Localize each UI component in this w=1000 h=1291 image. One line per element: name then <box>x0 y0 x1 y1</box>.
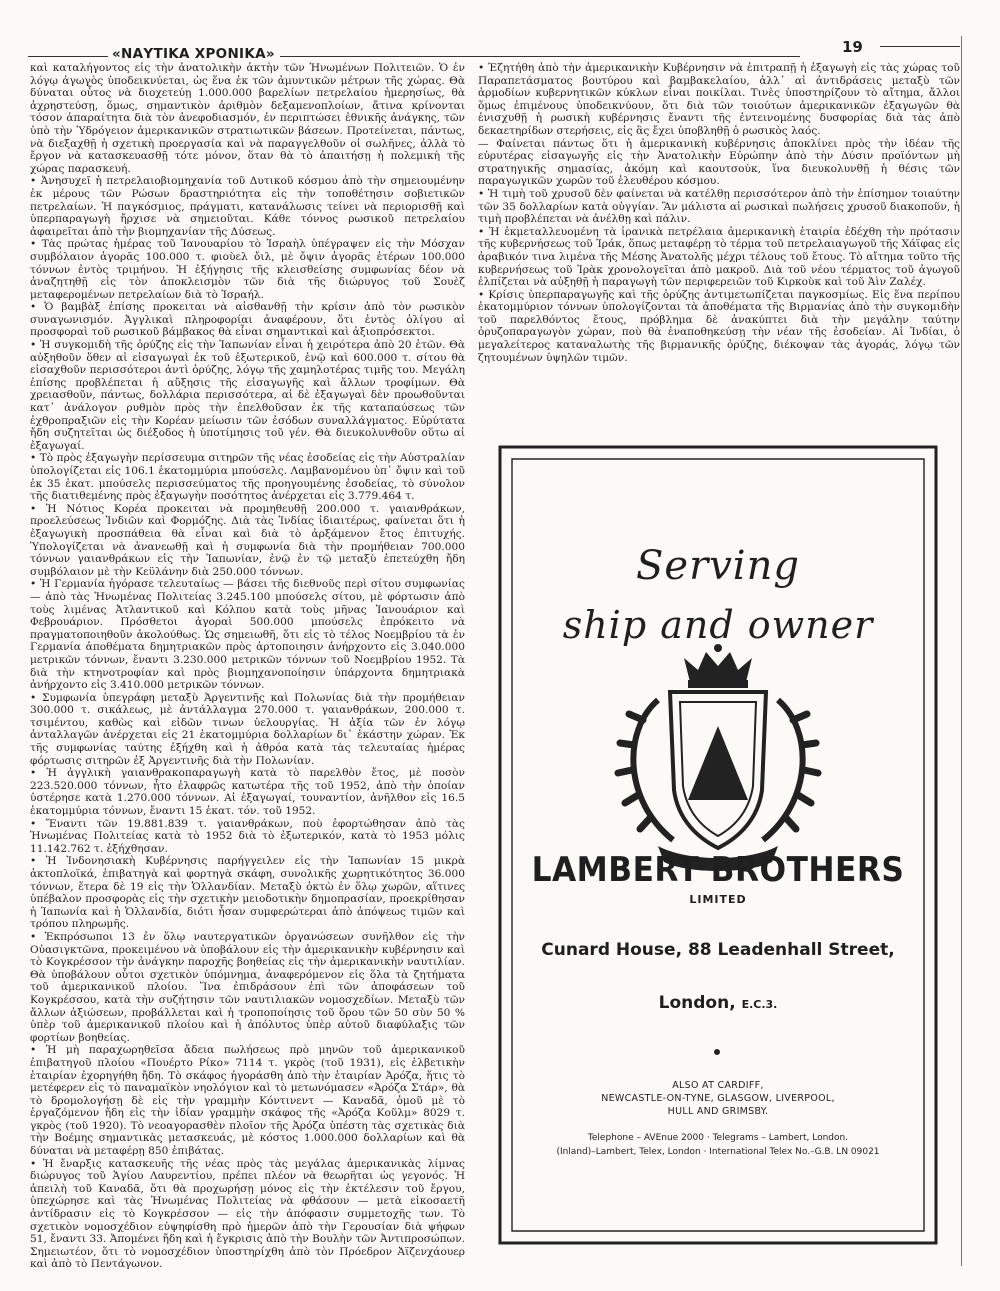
news-paragraph: • Ἡ ἔναρξις κατασκευῆς τῆς νέας πρὸς τὰς μεγάλας ἀμερικανικὰς λίμνας διώρυγος τοῦ Ἁγίου Λαυρεντίου, πρέπει πλέον νὰ θεωρῆται ὡς γεγονός. Ἡ ἀπειλὴ τοῦ Καναδᾶ, ὅτι θὰ προχωρήσῃ μόνος εἰς τὴν ἐκτέλεσιν τοῦ ἔργου, ὑπεχώρησε καὶ τὰς Ἡνωμένας Πολιτείας νὰ φθάσουν — μετὰ εἰκοσαετῆ ἀντίδρασιν εἰς τὸ Κογκρέσσον — εἰς τὴν ἀπόφασιν συμμετοχῆς των. Τὸ σχετικὸν νομοσχέδιον εὐψηφίσθη πρὸ ἡμερῶν ἀπὸ τὴν Γερουσίαν διὰ ψήφων 51, ἔναντι 33. Ἀπομένει ἤδη καὶ ἡ ἔγκρισις ἀπὸ τὴν Βουλὴν τῶν Ἀντιπροσώπων. Σημειωτέον, ὅτι τὸ νομοσχέδιον ὑποστηρίχθη ἀπὸ τὸν Πρόεδρον Ἀϊζενχάουερ καὶ ἀπὸ τὸ Πεντάγωνον. <box>30 1157 465 1271</box>
news-paragraph: • Συμφωνία ὑπεγράφη μεταξὺ Ἀργεντινῆς καὶ Πολωνίας διὰ τὴν προμήθειαν 300.000 τ. σικάλεως, μὲ ἀντάλλαγμα 270.000 τ. γαιανθράκων, 200.000 τ. τσιμέντου, καθὼς καὶ εἰδῶν τινων ὑελουργίας. Ἡ ἀξία τῶν ἐν λόγῳ ἀνταλλαγῶν ἀνέρχεται εἰς 21 ἑκατομμύρια δολλαρίων δι᾽ ἑκάστην χώραν. Ἐκ τῆς συμφωνίας ταύτης ἐξήχθη καὶ ἡ ἀθρόα κατὰ τὰς τελευταίας ἡμέρας φόρτωσις σιτηρῶν ἐξ Ἀργεντινῆς διὰ τὴν Πολωνίαν. <box>30 691 465 767</box>
news-paragraph: • Κρίσις ὑπερπαραγωγῆς καὶ τῆς ὀρύζης ἀντιμετωπίζεται παγκοσμίως. Εἰς ἕνα περίπου ἑκατομμύριον τόννων ὑπολογίζονται τὰ ἀποθέματα τῆς Βιρμανίας ἀπὸ τὴν συγκομιδὴν τοῦ παρελθόντος ἔτους, πρόβλημα δὲ ἀνακύπτει διὰ τὴν μεγάλην ταύτην ὀρυζοπαραγωγὸν χώραν, ποὺ θὰ ἐναποθηκεύσῃ τὴν νέαν τῆς ἐσοδείαν. Αἱ Ἰνδίαι, ὁ μεγαλείτερος καταναλωτὴς τῆς βιρμανικῆς ὀρύζης, διέκοψαν τὰς ἀγοράς, λόγῳ τῶν ζητουμένων ὑψηλῶν τιμῶν. <box>478 288 960 364</box>
news-paragraph: καὶ καταλήγοντος εἰς τὴν ἀνατολικὴν ἀκτὴν τῶν Ἡνωμένων Πολιτειῶν. Ὁ ἐν λόγῳ ἀγωγὸς ὑποδεικνύεται, ὡς ἕνα ἐκ τῶν ἀμυντικῶν μέτρων τῆς χώρας. Θὰ δύναται οὗτος νὰ διοχετεύῃ 1.000.000 βαρελίων πετρελαίου ἡμερησίως, θὰ ἀχρηστεύσῃ, ὅμως, σημαντικὸν ἀριθμὸν δεξαμενοπλοίων, ἄτινα κρίνονται τόσον ἀπαραίτητα διὰ τὸν ἀνεφοδιασμόν, ἐν περιπτώσει ἐθνικῆς ἀνάγκης, τῶν ὑπὸ τὴν Ὑδρόγειον ἀμερικανικῶν στρατιωτικῶν βάσεων. Προτείνεται, πάντως, νὰ διεξαχθῇ ἡ σχετικὴ προεργασία καὶ νὰ παραγγελθοῦν οἱ σωλῆνες, ἀλλὰ τὸ ἔργον νὰ κατασκευασθῇ τότε μόνον, ὅταν θὰ τὸ ἀπαιτήσῃ ἡ πολεμικὴ τῆς χώρας παρασκευή. <box>30 62 465 175</box>
bullet-dot <box>714 1049 720 1055</box>
news-paragraph: • Ἡ τιμὴ τοῦ χρυσοῦ δὲν φαίνεται νὰ κατέλθῃ περισσότερον ἀπὸ τὴν ἐπίσημον τοιαύτην τῶν 35 δολλαρίων κατὰ οὐγγίαν. Ἂν μάλιστα αἱ ρωσικαὶ πωλήσεις χρυσοῦ διακοποῦν, ἡ τιμὴ προβλέπεται νὰ ἀνέλθῃ καὶ πάλιν. <box>478 187 960 226</box>
publication-title: «ΝΑΥΤΙΚΑ ΧΡΟΝΙΚΑ» <box>112 46 275 62</box>
header-rule-far-right <box>880 46 960 47</box>
news-paragraph: • Ἔναντι τῶν 19.881.839 τ. γαιανθράκων, ποὺ ἐφορτώθησαν ἀπὸ τὰς Ἡνωμένας Πολιτείας κατὰ τὸ 1952 διὰ τὸ ἐξωτερικόν, κατὰ τὸ 1953 μόλις 11.142.762 τ. ἐξήχθησαν. <box>30 817 465 855</box>
news-paragraph: • Ὁ βαμβὰξ ἐπίσης προκειται νὰ αἰσθανθῇ τὴν κρίσιν ἀπὸ τὸν ρωσικὸν συναγωνισμόν. Ἀγγλικαὶ πληροφορίαι ἀναφέρουν, ὅτι ἐντὸς ὀλίγου αἱ προσφοραὶ τοῦ ρωσικοῦ βάμβακος θὰ εἶναι σημαντικαὶ καὶ ἀξιοπρόσεκτοι. <box>30 301 465 339</box>
news-paragraph: • Ἐζητήθη ἀπὸ τὴν ἀμερικανικὴν Κυβέρνησιν νὰ ἐπιτραπῇ ἡ ἐξαγωγὴ εἰς τὰς χώρας τοῦ Παραπετάσματος βουτύρου καὶ βαμβακελαίου, ἀλλ᾽ αἱ ἀντιδράσεις μεταξὺ τῶν ἁρμοδίων κυβερνητικῶν κύκλων εἶναι ποικίλαι. Τινὲς ὑποστηρίζουν τὸ αἴτημα, ἄλλοι ὅμως ἐπιμένους ὑποδεικνύουν, ὅτι διὰ τῶν τοιούτων ἀμερικανικῶν ἐξαγωγῶν θὰ ἐνισχυθῇ ἡ ρωσικὴ κυβέρνησις ἔναντι τῆς ἐντεινομένης δυσφορίας διὰ τὰς ἀπὸ δεκαετηρίδων στερήσεις, εἰς ἃς ἔχει ὑποβληθῇ ὁ ρωσικὸς λαός. <box>478 62 960 137</box>
page-number: 19 <box>842 38 863 56</box>
news-paragraph: • Ἐκπρόσωποι 13 ἐν ὅλῳ ναυτεργατικῶν ὀργανώσεων συνῆλθον εἰς τὴν Οὐασιγκτῶνα, προκειμένου νὰ ὑποβάλουν εἰς τὴν ἀμερικανικὴν κυβέρνησιν καὶ τὸ Κογκρέσσον τὴν ἀνάγκην παροχῆς βοηθείας εἰς τὴν ἀμερικανικὴν ναυτιλίαν. Θὰ ὑποβάλουν οὗτοι σχετικὸν ὑπόμνημα, ἀναφερόμενον εἰς ὅλα τὰ ζητήματα τοῦ ἀμερικανικοῦ πλοίου. Ἵνα ἐπιδράσουν ἐπὶ τῶν ἀποφάσεων τοῦ Κογκρέσσου, κατὰ τὴν συζήτησιν τῶν ναυτιλιακῶν νομοσχεδίων. Μεταξὺ τῶν ἄλλων ἀξιώσεων, προβάλλεται καὶ ἡ τροποποίησις τοῦ ὅρου τῶν 50 σὺν 50 % ὑπὲρ τοῦ ἀμερικανικοῦ πλοίου καὶ ἡ ἀπόλυτος ὑπὲρ αὐτοῦ διαφύλαξις τῶν φορτίων βοηθείας. <box>30 930 465 1044</box>
news-paragraph: • Ἡ Νότιος Κορέα προκειται νὰ προμηθευθῇ 200.000 τ. γαιανθράκων, προελεύσεως Ἰνδιῶν καὶ Φορμόζης. Διὰ τὰς Ἰνδίας ἰδιαιτέρως, φαίνεται ὅτι ἡ ἐξαγωγικὴ προσπάθεια θὰ εἶναι καὶ διὰ τὸ ἀρξάμενον ἔτος ἐπιτυχής. Ὑπολογίζεται νὰ ἀνανεωθῇ καὶ ἡ συμφωνία διὰ τὴν προμήθειαν 700.000 τόννων γαιανθράκων εἰς τὴν Ἰαπωνίαν, ἐνῷ ἐν τῷ μεταξὺ ἐπετεύχθη ἤδη συμβόλαιον μὲ τὴν Κεϋλάνην διὰ 250.000 τόννων. <box>30 502 465 578</box>
news-paragraph: • Ἡ Γερμανία ἠγόρασε τελευταίως — βάσει τῆς διεθνοῦς περὶ σίτου συμφωνίας — ἀπὸ τὰς Ἡνωμένας Πολιτείας 3.245.100 μπούσελς σίτου, μὲ φόρτωσιν ἀπὸ τοὺς λιμένας Ἀτλαντικοῦ καὶ Κόλπου κατὰ τοὺς μῆνας Ἰανουάριον καὶ Φεβρουάριον. Πρόσθετοι ἀγοραὶ 500.000 μπούσελς ἐπρόκειτο νὰ πραγματοποιηθοῦν ἀκολούθως. Ὡς σημειωθῆ, ὅτι εἰς τὸ τέλος Νοεμβρίου τὰ ἐν Γερμανία ἀποθέματα δημητριακῶν πρὸς ἀρτοποιησιν ἀνήρχοντο εἰς 3.040.000 μετρικῶν τόννων, ἔναντι 3.230.000 μετρικῶν τόννων τοῦ Νοεμβρίου 1952. Τὰ διὰ τὴν κτηνοτροφίαν καὶ πρὸς βιομηχανοποίησιν ὑπάρχοντα δημητριακὰ ἀνήρχοντο εἰς 3.410.000 μετρικῶν τόννων. <box>30 578 465 692</box>
company-address: Cunard House, 88 Leadenhall Street, <box>541 940 895 960</box>
news-paragraph: • Ἡ ἀγγλικὴ γαιανθρακοπαραγωγὴ κατὰ τὸ παρελθὸν ἔτος, μὲ ποσὸν 223.520.000 τόννων, ἦτο ἐλαφρῶς κατωτέρα τῆς τοῦ 1952, ἀπὸ τὴν ὁποίαν ὑστέρησε κατὰ 1.270.000 τόννων. Αἱ ἐξαγωγαί, τουναντίον, ἀνῆλθον εἰς 16.5 ἑκατομμύρια τόννων, ἔναντι 15 ἑκατ. τόν. τοῦ 1952. <box>30 767 465 818</box>
news-paragraph: • Ἡ συγκομιδὴ τῆς ὀρύζης εἰς τὴν Ἰαπωνίαν εἶναι ἡ χειρότερα ἀπὸ 20 ἐτῶν. Θὰ αὐξηθοῦν ὅθεν αἱ εἰσαγωγαὶ ἐκ τοῦ ἐξωτερικοῦ, ἐνῷ καὶ 600.000 τ. σίτου θὰ εἰσαχθοῦν περισσότεροι ἀντὶ ὀρύζης, λόγῳ τῆς χαμηλοτέρας τιμῆς του. Μεγάλη ἐπίσης προβλέπεται ἡ αὔξησις τῆς εἰσαγωγῆς καὶ ἄλλων τροφίμων. Θὰ χρειασθοῦν, πάντως, δολλάρια περισσότερα, αἱ δὲ ἐξαγωγαὶ δὲν προωθοῦνται κατ᾽ ἀνάλογον ρυθμὸν πρὸς τὴν ἐπελθοῦσαν ἐκ τῆς καταπαύσεως τῶν ἐχθροπραξιῶν εἰς τὴν Κορέαν μείωσιν τῶν ἐσόδων συναλλάγματος. Εὑρύτατα ἤδη συζητεῖται ὡς διέξοδος ἡ ὑποτίμησις τοῦ γέν. Θὰ διευκολυνθοῦν οὕτω αἱ ἐξαγωγαί. <box>30 339 465 452</box>
header-rule-right <box>280 56 800 57</box>
news-paragraph: • Τὸ πρὸς ἐξαγωγὴν περίσσευμα σιτηρῶν τῆς νέας ἐσοδείας εἰς τὴν Αὐστραλίαν ὑπολογίζεται εἰς 106.1 ἑκατομμύρια μπούσελς. Λαμβανομένου ὑπ᾽ ὄψιν καὶ τοῦ ἐκ 35 ἑκατ. μπούσελς περισσεύματος τῆς προηγουμένης ἐσοδείας, τὸ σύνολον τῆς διατιθεμένης πρὸς ἐξαγωγὴν ποσότητος ἀνέρχεται εἰς 3.779.464 τ. <box>30 452 465 503</box>
slogan-ship-and-owner: ship and owner <box>562 603 874 647</box>
telex-line: (Inland)–Lambert, Telex, London · International Telex No.–G.B. LN 09021 <box>556 1147 880 1157</box>
header-rule-left <box>28 56 108 57</box>
crown-wreath-triangle-emblem-icon <box>618 644 818 871</box>
contact-details <box>478 1131 958 1159</box>
branch-line-1: ALSO AT CARDIFF, <box>672 1080 764 1091</box>
slogan-serving: Serving <box>636 543 800 589</box>
left-news-column <box>30 62 465 1272</box>
news-paragraph: • Ἡ Ἰνδονησιακὴ Κυβέρνησις παρήγγειλεν εἰς τὴν Ἰαπωνίαν 15 μικρὰ ἀκτοπλοϊκά, ἐπιβατηγὰ καὶ φορτηγὰ σκάφη, συνολικῆς χωρητικότητος 36.000 τόννων, ἕτερα δὲ 19 εἰς τὴν Ὁλλανδίαν. Μεταξὺ ὀκτὼ ἐν ὅλῳ χωρῶν, αἵτινες ὑπέβαλον προσφορὰς εἰς τὴν σχετικὴν μειοδοτικὴν δημοπρασίαν, προεκρίθησαν ἡ Ἰαπωνία καὶ ἡ Ὁλλανδία, διότι ἦσαν συμφερώτεραι ἀπὸ ἀπόψεως τιμῶν καὶ τρόπου πληρωμῆς. <box>30 855 465 931</box>
postcode: E.C.3. <box>741 998 778 1011</box>
branch-offices <box>478 1079 958 1118</box>
news-paragraph: • Ἡ μὴ παραχωρηθεῖσα ἄδεια πωλήσεως πρὸ μηνῶν τοῦ ἀμερικανικοῦ ἐπιβατηγοῦ πλοίου «Πουέρτο Ρίκο» 7114 τ. γκρὸς (τοῦ 1931), εἰς ἑλβετικὴν ἑταιρίαν ἐχορηγήθη ἤδη. Τὸ σκάφος ἠγοράσθη ἀπὸ τὴν ἑταιρίαν Ἀρόζα, ἥτις τὸ μετέφερεν εἰς τὸ παναμαϊκὸν νηολόγιον καὶ τὸ μετωνόμασεν «Ἀρόζα Στάρ», θὰ τὸ δρομολογήσῃ δὲ εἰς τὴν γραμμὴν Κόντινεντ — Καναδᾶ, ὁμοῦ μὲ τὸ ἐργαζόμενον ἤδη εἰς τὴν ἰδίαν γραμμὴν σκάφος τῆς «Ἀρόζα Κοῦλμ» 8029 τ. γκρὸς (τοῦ 1920). Τὸ νεοαγορασθὲν πλοῖον τῆς Ἀρόζα ὑπέστη τὰς σχετικὰς διὰ τὴν Βοέμης σημαντικὰς μετασκευάς, μὲ κόστος 1.000.000 δολλαρίων καὶ θὰ δύναται νὰ μεταφέρῃ 850 ἐπιβάτας. <box>30 1044 465 1158</box>
company-name: LAMBERT BROTHERS <box>531 850 905 890</box>
city-name: London, <box>658 993 736 1013</box>
telephone-line: Telephone – AVEnue 2000 · Telegrams – Lambert, London. <box>587 1133 849 1143</box>
company-city <box>478 993 958 1013</box>
branch-line-3: HULL AND GRIMSBY. <box>667 1106 769 1117</box>
right-news-column <box>478 62 960 402</box>
company-limited: LIMITED <box>689 893 747 906</box>
news-paragraph: — Φαίνεται πάντως ὅτι ἡ ἀμερικανικὴ κυβέρνησις ἀποκλίνει πρὸς τὴν ἰδέαν τῆς εὐρυτέρας εἰσαγωγῆς εἰς τὴν Ἀνατολικὴν Εὐρώπην ἀπὸ τὴν Δύσιν προϊόντων μὴ στρατηγικῆς σημασίας, ἀκόμη καὶ καουτσούκ, ἵνα διευκολυνθῇ ἡ θέσις τῶν παραγωγικῶν χωρῶν τοῦ ἐλευθέρου κόσμου. <box>478 137 960 188</box>
lambert-brothers-advertisement <box>478 425 958 1265</box>
branch-line-2: NEWCASTLE-ON-TYNE, GLASGOW, LIVERPOOL, <box>601 1093 835 1104</box>
news-paragraph: • Ἀνησυχεῖ ἡ πετρελαιοβιομηχανία τοῦ Δυτικοῦ κόσμου ἀπὸ τὴν σημειουμένην ἐκ μέρους τῶν Ρώσων δραστηριότητα εἰς τὴν τοποθέτησιν σοβιετικῶν πετρελαίων. Ἡ παγκόσμιος, πράγματι, κατανάλωσις τείνει νὰ περιορισθῇ καὶ ὑπερπαραγωγὴ ἤρχισε νὰ σημειοῦται. Κάθε τόννος ρωσικοῦ πετρελαίου ἀφαιρεῖται ἀπὸ τὴν βιομηχανίαν τῆς Δύσεως. <box>30 175 465 238</box>
news-paragraph: • Τὰς πρώτας ἡμέρας τοῦ Ἰανουαρίου τὸ Ἰσραὴλ ὑπέγραψεν εἰς τὴν Μόσχαν συμβόλαιον ἀγορᾶς 100.000 τ. φιοὺελ ὄιλ, μὲ ὄψιν ἀγορᾶς ἑτέρων 100.000 τόννων ἐντὸς τριμήνου. Ἡ ἐξήγησις τῆς κλεισθείσης συμφωνίας δέον νὰ ἀναζητηθῇ εἰς τὸν ἀποκλεισμὸν τῶν διὰ τῆς διώρυγος τοῦ Σουὲζ μεταφερομένων πετρελαίων διὰ τὸ Ἰσραήλ. <box>30 238 465 301</box>
page-edge-rule <box>961 36 962 1266</box>
news-paragraph: • Ἡ ἐκμεταλλευομένη τὰ ἰρανικὰ πετρέλαια ἀμερικανικὴ ἑταιρία ἐδέχθη τὴν πρότασιν τῆς κυβερνήσεως τοῦ Ἰράκ, ὅπως μεταφέρῃ τὸ τέρμα τοῦ πετρελαιαγωγοῦ τῆς Χάϊφας εἰς ἀραβικόν τινα λιμένα τῆς Μέσης Ἀνατολῆς μέχρι τέλους τοῦ ἔτους. Τὸ αἴτημα τοῦτο τῆς κυβερνήσεως τοῦ Ἰρὰκ χρονολογεῖται ἀπὸ μακροῦ. Διὰ τοῦ νέου τέρματος τοῦ ἀγωγοῦ ἐλπίζεται νὰ αὐξηθῇ ἡ παραγωγὴ τῶν περιφερειῶν τοῦ Κιρκοὺκ καὶ τοῦ Ἀὶν Ζαλέχ. <box>478 225 960 289</box>
